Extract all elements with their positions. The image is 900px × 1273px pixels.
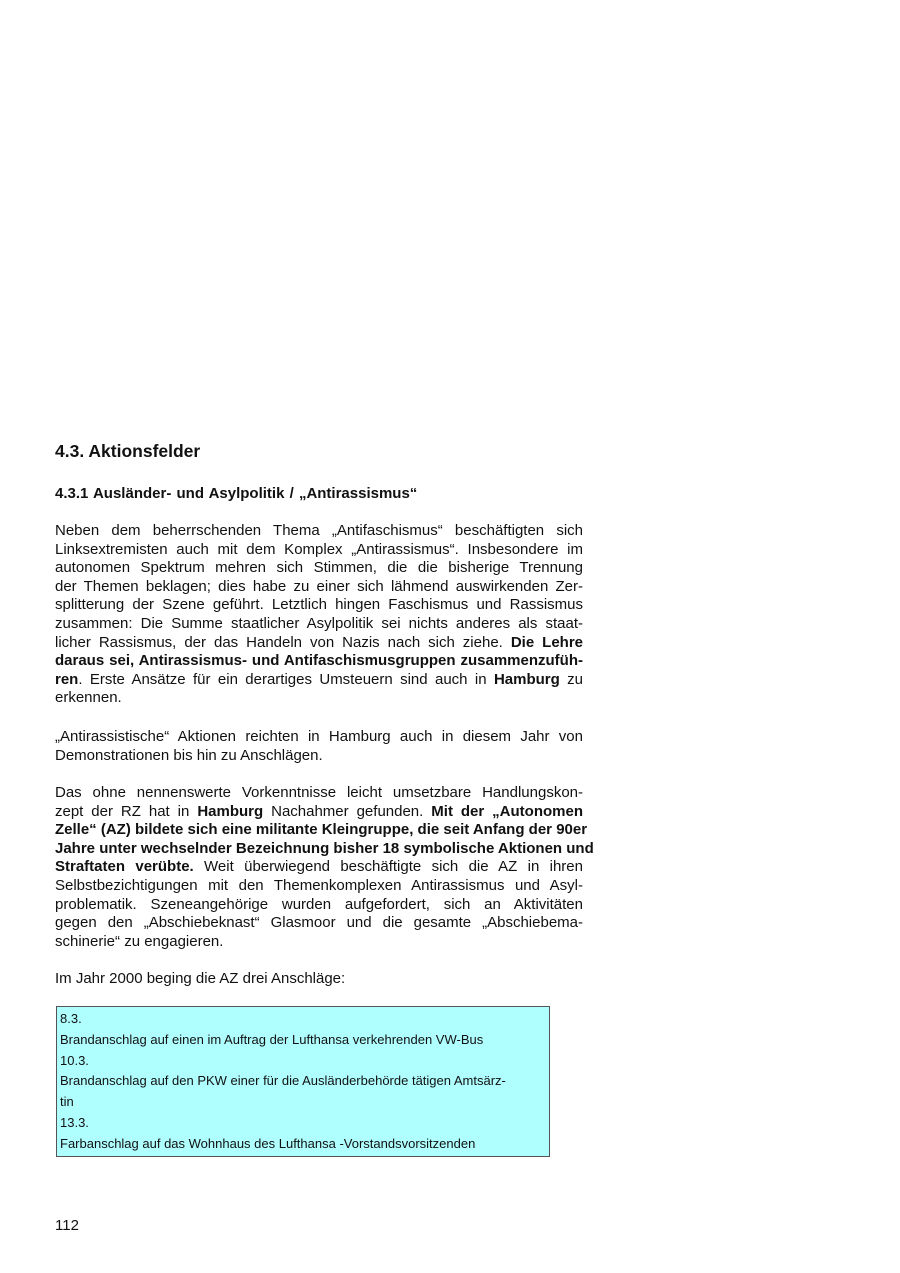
text: gegen den „Abschiebeknast“ Glasmoor und die gesamte „Abschiebema- bbox=[55, 914, 583, 932]
text: „Antirassistische“ Aktionen reichten in Hamburg auch in diesem Jahr von bbox=[55, 728, 583, 745]
text-line bbox=[55, 634, 583, 653]
paragraph-autonome-zelle bbox=[55, 784, 594, 951]
text: licher Rassismus, der das Handeln von Nazis nach sich ziehe. bbox=[55, 633, 511, 651]
text-line bbox=[55, 747, 583, 766]
attack-description: tin bbox=[60, 1094, 74, 1110]
text: schinerie“ zu engagieren. bbox=[55, 932, 224, 950]
text-line bbox=[55, 652, 583, 671]
text-line bbox=[55, 541, 583, 560]
text: Im Jahr 2000 beging die AZ drei Anschläge: bbox=[55, 970, 346, 987]
subsection-heading: 4.3.1 Ausländer- und Asylpolitik / „Antirassismus“ bbox=[55, 485, 418, 502]
bold-text: Hamburg bbox=[197, 802, 264, 820]
bold-text: Die Lehre bbox=[510, 633, 583, 651]
attack-date: 10.3. bbox=[60, 1052, 89, 1068]
bold-text: Straftaten verübte. bbox=[55, 858, 194, 876]
text-line bbox=[55, 522, 583, 541]
text: zu bbox=[559, 670, 583, 688]
text-line bbox=[55, 596, 583, 615]
bold-text: Zelle“ (AZ) bildete sich eine militante Kleingruppe, die seit Anfang der 90er bbox=[55, 821, 588, 839]
text-line bbox=[55, 803, 583, 822]
text-line bbox=[55, 914, 583, 933]
text: Das ohne nennenswerte Vorkenntnisse leicht umsetzbare Handlungskon- bbox=[55, 784, 583, 801]
text: Nachahmer gefunden. bbox=[263, 802, 432, 820]
text-line bbox=[55, 877, 583, 896]
text: problematik. Szeneangehörige wurden aufgefordert, sich an Aktivitäten bbox=[55, 895, 583, 913]
text: Weit überwiegend beschäftigte sich die AZ in ihren bbox=[193, 858, 583, 876]
attack-date: 13.3. bbox=[60, 1114, 89, 1130]
text-line bbox=[55, 839, 594, 859]
attacks-list-box bbox=[56, 1006, 550, 1157]
text: zusammen: Die Summe staatlicher Asylpolitik sei nichts anderes als staat- bbox=[55, 614, 583, 632]
attack-description: Farbanschlag auf das Wohnhaus des Lufthansa -Vorstandsvorsitzenden bbox=[60, 1135, 476, 1151]
text-line bbox=[55, 615, 583, 634]
paragraph-anschlaege-intro bbox=[55, 970, 583, 989]
text-line bbox=[55, 933, 583, 952]
text-line bbox=[55, 784, 583, 803]
text-line bbox=[55, 896, 583, 915]
page-number: 112 bbox=[55, 1217, 79, 1234]
text: der Themen beklagen; dies habe zu einer sich lähmend auswirkenden Zer- bbox=[55, 577, 583, 595]
text: Linksextremisten auch mit dem Komplex „Antirassismus“. Insbesondere im bbox=[55, 540, 583, 558]
bold-text: ren bbox=[55, 670, 79, 688]
bold-text: Jahre unter wechselnder Bezeichnung bisher 18 symbolische Aktionen und bbox=[55, 839, 594, 857]
text-line bbox=[55, 728, 583, 747]
text: . Erste Ansätze für ein derartiges Umsteuern sind auch in bbox=[78, 670, 494, 688]
text-line bbox=[55, 821, 588, 840]
bold-text: daraus sei, Antirassismus- und Antifaschismusgruppen zusammenzufüh- bbox=[55, 652, 583, 670]
attack-description: Brandanschlag auf den PKW einer für die Ausländerbehörde tätigen Amtsärz- bbox=[60, 1073, 506, 1089]
text: autonomen Spektrum mehren sich Stimmen, die die bisherige Trennung bbox=[55, 559, 583, 577]
text-line bbox=[55, 689, 583, 708]
attack-description: Brandanschlag auf einen im Auftrag der Lufthansa verkehrenden VW-Bus bbox=[60, 1031, 484, 1047]
paragraph-aktionen bbox=[55, 728, 583, 765]
bold-text: Hamburg bbox=[493, 670, 560, 688]
text-line bbox=[55, 578, 583, 597]
text: erkennen. bbox=[55, 689, 122, 707]
text-line bbox=[55, 858, 583, 877]
text-line bbox=[55, 559, 583, 578]
bold-text: Mit der „Autonomen bbox=[431, 802, 583, 820]
text: splitterung der Szene geführt. Letztlich hingen Faschismus und Rassismus bbox=[55, 596, 583, 614]
paragraph-antifaschismus bbox=[55, 522, 583, 708]
text: Selbstbezichtigungen mit den Themenkomplexen Antirassismus und Asyl- bbox=[55, 876, 583, 894]
text-line bbox=[55, 671, 583, 690]
section-heading: 4.3. Aktionsfelder bbox=[55, 441, 201, 461]
text: Demonstrationen bis hin zu Anschlägen. bbox=[55, 746, 323, 764]
text-line bbox=[55, 970, 583, 989]
text: zept der RZ hat in bbox=[55, 802, 198, 820]
text: Neben dem beherrschenden Thema „Antifaschismus“ beschäftigten sich bbox=[55, 522, 583, 539]
attack-date: 8.3. bbox=[60, 1011, 82, 1026]
